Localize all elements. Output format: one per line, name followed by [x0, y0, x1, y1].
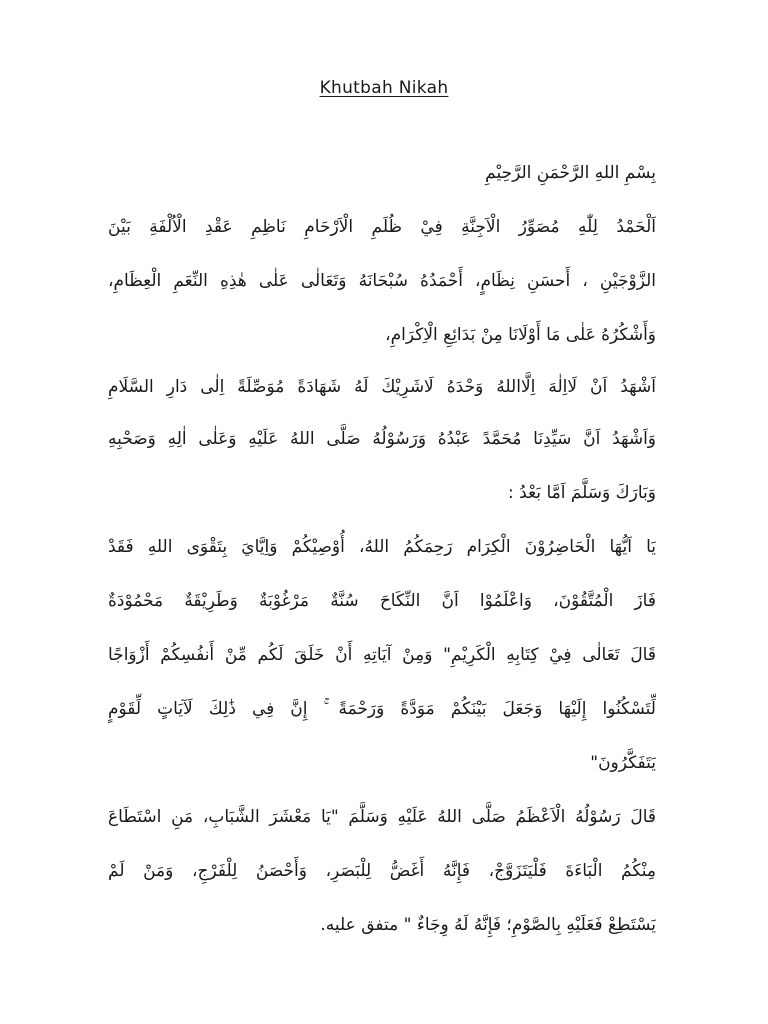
text-line: وَاَشْهَدُ اَنَّ سَيِّدِنَا مُحَمَّدً عَبْدُهُ وَرَسُوْلُهُ صَلَّى اللهُ عَلَيْهِ وَعَلٰى اٰلِهِ وَصَحْبِهِ — [108, 429, 656, 449]
text-line: الزَّوْجَيْنِ ، أَحسَنِ نِظَامٍ، أَحْمَدُهُ سُبْحَانَهُ وَتَعَالٰى عَلٰى هٰذِهِ النِّعَمِ الْعِظَامِ، — [108, 271, 656, 291]
text-line: قَالَ رَسُوْلُهُ الْاَعْظَمُ صَلَّى اللهُ عَلَيْهِ وَسَلَّمَ "يَا مَعْشَرَ الشَّبَابِ، مَنِ اسْتَطَاعَ — [108, 807, 656, 827]
text-line: قَالَ تَعَالٰى فِيْ كِتَابِهِ الْكَرِيْمِ" وَمِنْ آيَاتِهِ أَنْ خَلَقَ لَكُم مِّنْ أَنفُسِكُمْ أَزْوَاجًا — [108, 645, 656, 665]
text-line: مِنْكُمُ الْبَاءَةَ فَلْيَتَزَوَّجْ، فَإِنَّهُ أَغَضُّ لِلْبَصَرِ، وَأَحْصَنُ لِلْفَرْجِ، وَمَنْ لَمْ — [108, 861, 656, 881]
text-line: لِّتَسْكُنُوا إِلَيْهَا وَجَعَلَ بَيْنَكُمْ مَوَدَّةً وَرَحْمَةً ۚ إِنَّ فِي ذَٰلِكَ لَآيَاتٍ لِّقَوْمٍ — [108, 699, 656, 719]
text-line: اَلْحَمْدُ لِلّٰهِ مُصَوِّرُ الْاَجِنَّةِ فِيْ ظُلَمِ الْاَرْحَامِ نَاظِمِ عَقْدِ الْاُلْفَةِ بَيْنَ — [108, 217, 656, 237]
text-line: وَأَشْكُرُهُ عَلٰى مَا أَوْلَانَا مِنْ بَدَائِعِ الْاِكْرَامِ، — [385, 325, 656, 345]
khutbah-body — [108, 146, 656, 952]
text-line: يَسْتَطِعْ فَعَلَيْهِ بِالصَّوْمِ؛ فَإِنَّهُ لَهُ وِجَاءٌ " متفق عليه. — [320, 915, 656, 935]
basmalah-line: بِسْمِ اللهِ الرَّحْمَنِ الرَّحِيْمِ — [485, 163, 656, 183]
text-line: يَا اَيُّهَا الْحَاضِرُوْنَ الْكِرَام رَحِمَكُمُ اللهُ، أُوْصِيْكُمْ وَاِيَّايَ بِتَقْوَى اللهِ فَقَدْ — [108, 537, 656, 557]
text-line: يَتَفَكَّرُونَ" — [590, 753, 656, 773]
text-line: فَازَ الْمُتَّقُوْنَ، وَاعْلَمُوْا اَنَّ النِّكَاحَ سُنَّةٌ مَرْغُوْبَةٌ وَطَرِيْقَةٌ مَحْمُوْدَةٌ — [108, 591, 656, 611]
document-title — [0, 78, 768, 98]
text-line: اَشْهَدُ اَنْ لَااِلٰهَ اِلَّااللهُ وَحْدَهُ لَاشَرِيْكَ لَهُ شَهَادَةً مُوَصِّلَةً اِلٰى دَارِ السَّلَامِ — [108, 377, 656, 397]
title-text: Khutbah Nikah — [319, 78, 449, 98]
text-line: وَبَارَكَ وَسَلَّمَ اَمَّا بَعْدُ : — [508, 483, 656, 503]
